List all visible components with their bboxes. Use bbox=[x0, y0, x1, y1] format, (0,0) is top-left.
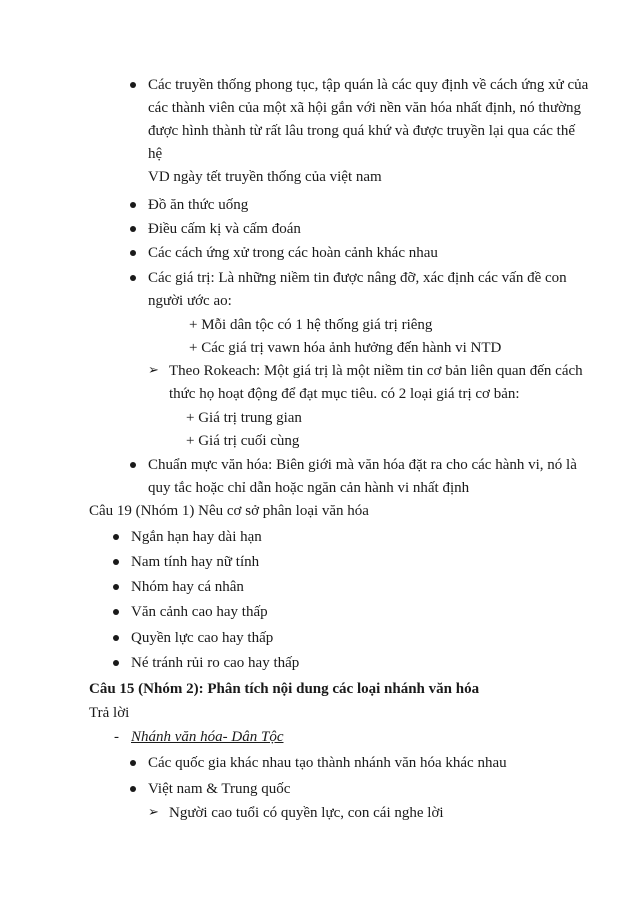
sub-item: + Giá trị trung gian bbox=[186, 410, 302, 426]
question-heading: Câu 19 (Nhóm 1) Nêu cơ sở phân loại văn hóa bbox=[89, 503, 369, 519]
list-item: Quyền lực cao hay thấp bbox=[131, 630, 274, 646]
list-item: Điều cấm kị và cấm đoán bbox=[148, 221, 301, 237]
bullet-icon bbox=[130, 462, 136, 468]
list-item: Đồ ăn thức uống bbox=[148, 197, 249, 213]
bullet-icon bbox=[113, 635, 119, 641]
list-item: Văn cảnh cao hay thấp bbox=[131, 604, 268, 620]
sub-item: + Giá trị cuối cùng bbox=[186, 433, 300, 449]
bullet-icon bbox=[113, 559, 119, 565]
paragraph-line: các thành viên của một xã hội gắn với nền văn hóa nhất định, nó thường bbox=[148, 100, 582, 116]
bullet-icon bbox=[113, 534, 119, 540]
list-item: Nam tính hay nữ tính bbox=[131, 554, 260, 570]
question-heading: Câu 15 (Nhóm 2): Phân tích nội dung các loại nhánh văn hóa bbox=[89, 681, 480, 697]
bullet-icon bbox=[130, 760, 136, 766]
list-item: Người cao tuổi có quyền lực, con cái nghe lời bbox=[169, 805, 444, 821]
arrow-bullet-icon: ➢ bbox=[148, 804, 159, 819]
list-item: Nhóm hay cá nhân bbox=[131, 579, 244, 595]
bullet-icon bbox=[130, 82, 136, 88]
bullet-icon bbox=[130, 250, 136, 256]
list-item: Các quốc gia khác nhau tạo thành nhánh văn hóa khác nhau bbox=[148, 755, 507, 771]
paragraph-line: người ước ao: bbox=[148, 293, 232, 309]
list-item: Các cách ứng xử trong các hoàn cảnh khác nhau bbox=[148, 245, 438, 261]
sub-item: + Mỗi dân tộc có 1 hệ thống giá trị riêng bbox=[189, 317, 433, 333]
example-line: VD ngày tết truyền thống của việt nam bbox=[148, 169, 382, 185]
sub-item: + Các giá trị vawn hóa ảnh hưởng đến hành vi NTD bbox=[189, 340, 502, 356]
list-item: Né tránh rủi ro cao hay thấp bbox=[131, 655, 300, 671]
paragraph-line: Các giá trị: Là những niềm tin được nâng đỡ, xác định các vấn đề con bbox=[148, 270, 567, 286]
paragraph-line: thức họ hoạt động để đạt mục tiêu. có 2 loại giá trị cơ bản: bbox=[169, 386, 520, 402]
dash-bullet: - bbox=[114, 729, 119, 745]
bullet-icon bbox=[130, 275, 136, 281]
paragraph-line: Theo Rokeach: Một giá trị là một niềm tin cơ bản liên quan đến cách bbox=[169, 363, 583, 379]
bullet-icon bbox=[130, 226, 136, 232]
bullet-icon bbox=[130, 786, 136, 792]
paragraph-line: hệ bbox=[148, 146, 163, 162]
answer-label: Trả lời bbox=[89, 705, 130, 721]
bullet-icon bbox=[113, 609, 119, 615]
bullet-icon bbox=[113, 584, 119, 590]
subsection-heading: Nhánh văn hóa- Dân Tộc bbox=[131, 729, 284, 745]
bullet-icon bbox=[113, 660, 119, 666]
paragraph-line: Chuẩn mực văn hóa: Biên giới mà văn hóa đặt ra cho các hành vi, nó là bbox=[148, 457, 577, 473]
list-item: Ngắn hạn hay dài hạn bbox=[131, 529, 262, 545]
list-item: Việt nam & Trung quốc bbox=[148, 781, 291, 797]
bullet-icon bbox=[130, 202, 136, 208]
paragraph-line: được hình thành từ rất lâu trong quá khứ và được truyền lại qua các thế bbox=[148, 123, 576, 139]
paragraph-line: quy tắc hoặc chỉ dẫn hoặc ngăn cản hành vi nhất định bbox=[148, 480, 470, 496]
paragraph-line: Các truyền thống phong tục, tập quán là các quy định về cách ứng xử của bbox=[148, 77, 589, 93]
arrow-bullet-icon: ➢ bbox=[148, 362, 159, 377]
